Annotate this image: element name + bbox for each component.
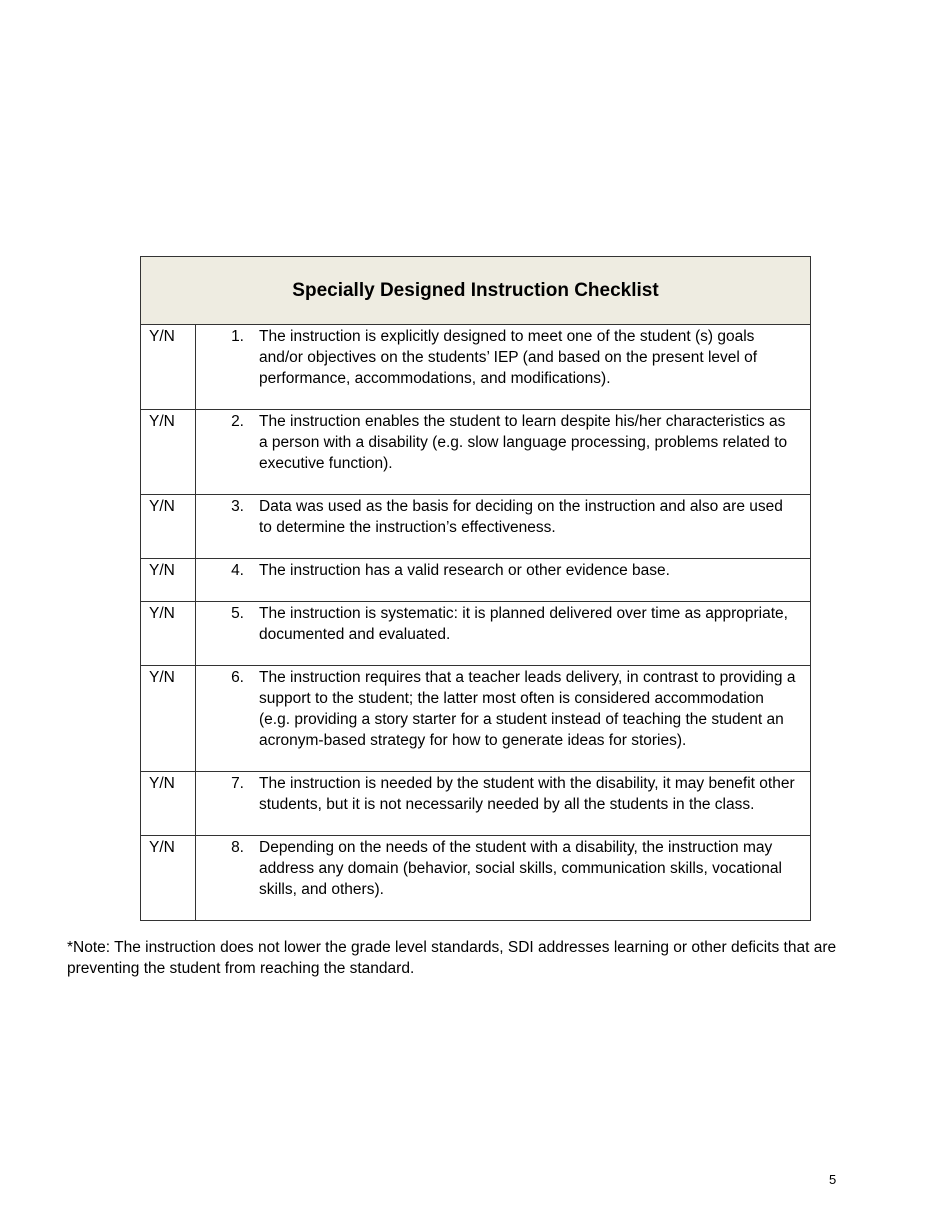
checklist-item-cell [196, 559, 811, 602]
checklist-row [141, 325, 811, 410]
yes-no-cell: Y/N [141, 495, 196, 559]
sdi-checklist-table [140, 256, 811, 921]
footnote: *Note: The instruction does not lower the grade level standards, SDI addresses learning or other deficits that are preventing the student from reaching the standard. [67, 939, 837, 977]
item-number: 3. [231, 498, 244, 515]
yes-no-cell: Y/N [141, 772, 196, 836]
checklist-row [141, 836, 811, 921]
yes-no-cell: Y/N [141, 410, 196, 495]
item-text: Data was used as the basis for deciding on the instruction and also are used to determine the instruction’s effectiveness. [259, 498, 783, 536]
yes-no-cell: Y/N [141, 559, 196, 602]
checklist-row [141, 602, 811, 666]
page-number: 5 [829, 1172, 837, 1187]
item-number: 1. [231, 328, 244, 345]
item-text: The instruction is explicitly designed to meet one of the student (s) goals and/or objectives on the students’ IEP (and based on the present level of performance, accommodations, and modifications). [259, 328, 758, 387]
checklist-item-cell [196, 772, 811, 836]
item-number: 2. [231, 413, 244, 430]
checklist-row [141, 559, 811, 602]
checklist-header-row [141, 257, 811, 325]
checklist-row [141, 666, 811, 772]
checklist-item-cell [196, 495, 811, 559]
item-text: The instruction requires that a teacher leads delivery, in contrast to providing a support to the student; the latter most often is considered accommodation (e.g. providing a story starter for a student instead of teaching the student an acronym-based strategy for how to generate ideas for stories). [259, 669, 796, 749]
item-text: Depending on the needs of the student with a disability, the instruction may address any domain (behavior, social skills, communication skills, vocational skills, and others). [259, 839, 782, 898]
checklist-item-cell [196, 410, 811, 495]
yes-no-cell: Y/N [141, 666, 196, 772]
item-number: 7. [231, 775, 244, 792]
checklist-item-cell [196, 666, 811, 772]
checklist-item-cell [196, 836, 811, 921]
item-number: 8. [231, 839, 244, 856]
checklist-row [141, 410, 811, 495]
checklist-row [141, 495, 811, 559]
item-text: The instruction enables the student to learn despite his/her characteristics as a person with a disability (e.g. slow language processing, problems related to executive function). [259, 413, 788, 472]
yes-no-cell: Y/N [141, 325, 196, 410]
checklist-row [141, 772, 811, 836]
item-text: The instruction has a valid research or other evidence base. [259, 562, 670, 579]
yes-no-cell: Y/N [141, 602, 196, 666]
item-number: 6. [231, 669, 244, 686]
item-number: 5. [231, 605, 244, 622]
checklist-item-cell [196, 602, 811, 666]
item-number: 4. [231, 562, 244, 579]
checklist-item-cell [196, 325, 811, 410]
item-text: The instruction is systematic: it is planned delivered over time as appropriate, documented and evaluated. [259, 605, 788, 643]
checklist-title: Specially Designed Instruction Checklist [141, 257, 811, 325]
item-text: The instruction is needed by the student with the disability, it may benefit other students, but it is not necessarily needed by all the students in the class. [259, 775, 795, 813]
yes-no-cell: Y/N [141, 836, 196, 921]
